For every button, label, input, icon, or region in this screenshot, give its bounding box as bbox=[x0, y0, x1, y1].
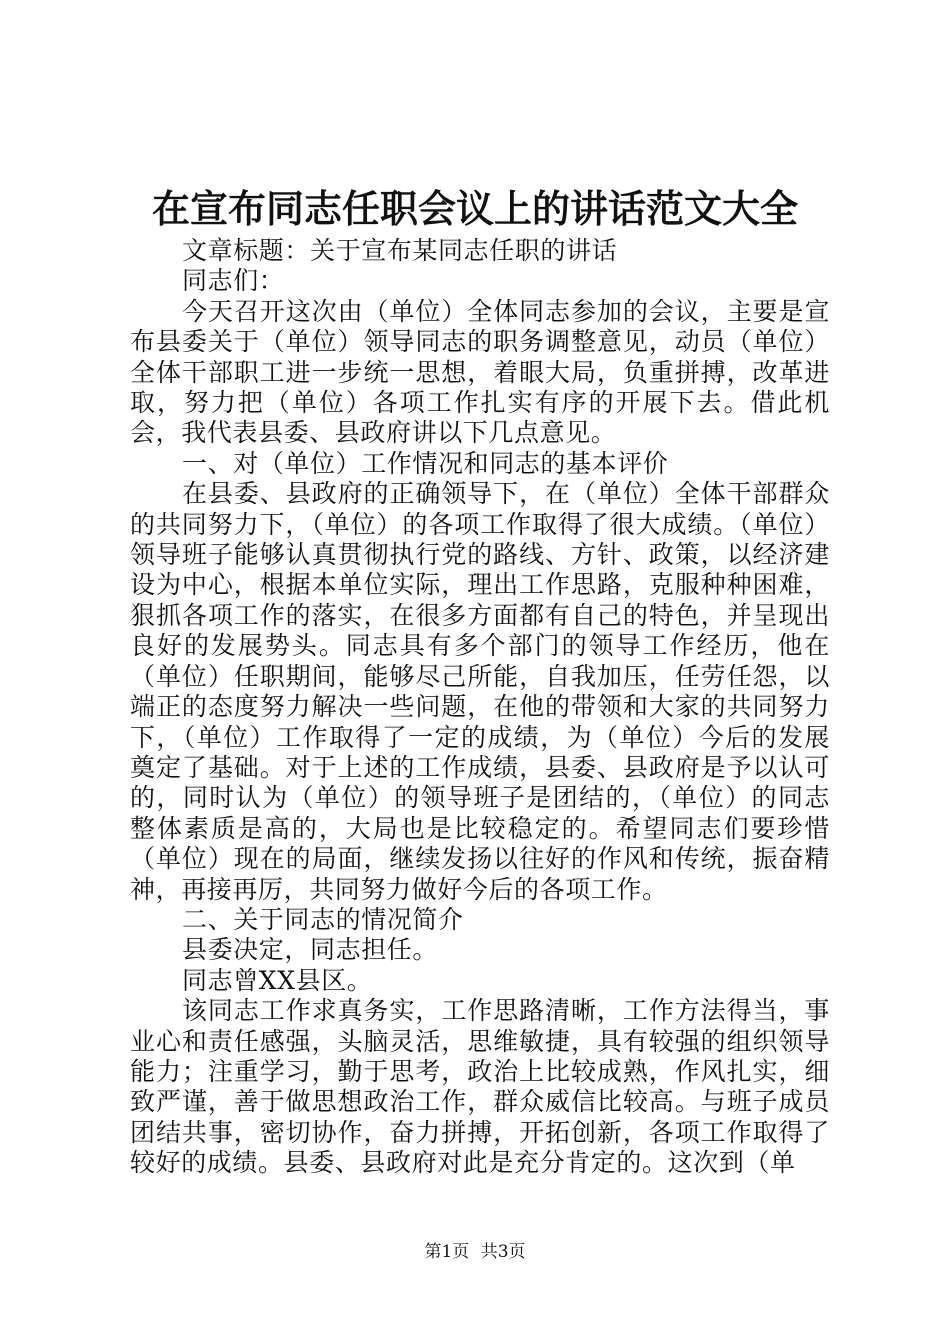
paragraph-evaluation: 在县委、县政府的正确领导下，在（单位）全体干部群众的共同努力下，（单位）的各项工作取得了很大成绩。（单位）领导班子能够认真贯彻执行党的路线、方针、政策，以经济建设为中心，根据本单位实际，理出工作思路，克服种种困难，狠抓各项工作的落实，在很多方面都有自己的特色，并呈现出良好的发展势头。同志具有多个部门的领导工作经历，他在（单位）任职期间，能够尽己所能，自我加压，任劳任怨，以端正的态度努力解决一些问题，在他的带领和大家的共同努力下，（单位）工作取得了一定的成绩，为（单位）今后的发展奠定了基础。对于上述的工作成绩，县委、县政府是予以认可的，同时认为（单位）的领导班子是团结的，（单位）的同志整体素质是高的，大局也是比较稳定的。希望同志们要珍惜（单位）现在的局面，继续发扬以往好的作风和传统，振奋精神，再接再厉，共同努力做好今后的各项工作。 bbox=[130, 479, 830, 904]
document-title: 在宣布同志任职会议上的讲话范文大全 bbox=[151, 186, 798, 231]
page-footer bbox=[0, 1241, 950, 1263]
paragraph-intro: 今天召开这次由（单位）全体同志参加的会议，主要是宣布县委关于（单位）领导同志的职务调整意见，动员（单位）全体干部职工进一步统一思想，着眼大局，负重拼搏，改革进取，努力把（单位）各项工作扎实有序的开展下去。借此机会，我代表县委、县政府讲以下几点意见。 bbox=[130, 296, 830, 448]
salutation: 同志们： bbox=[182, 266, 285, 296]
paragraph-assessment: 该同志工作求真务实，工作思路清晰，工作方法得当，事业心和责任感强，头脑灵活，思维敏捷，具有较强的组织领导能力；注重学习，勤于思考，政治上比较成熟，作风扎实，细致严谨，善于做思想政治工作，群众威信比较高。与班子成员团结共事，密切协作，奋力拼搏，开拓创新，各项工作取得了较好的成绩。县委、县政府对此是充分肯定的。这次到（单 bbox=[130, 996, 830, 1178]
paragraph-history: 同志曾XX县区。 bbox=[182, 965, 373, 995]
section-heading-1: 一、对（单位）工作情况和同志的基本评价 bbox=[182, 448, 669, 478]
paragraph-decision: 县委决定，同志担任。 bbox=[182, 935, 439, 965]
page-number: 第1页 bbox=[424, 1242, 470, 1262]
article-title-line: 文章标题：关于宣布某同志任职的讲话 bbox=[182, 236, 618, 265]
page-total: 共3页 bbox=[480, 1242, 526, 1262]
section-heading-2: 二、关于同志的情况简介 bbox=[182, 904, 464, 934]
document-body bbox=[130, 236, 830, 1179]
